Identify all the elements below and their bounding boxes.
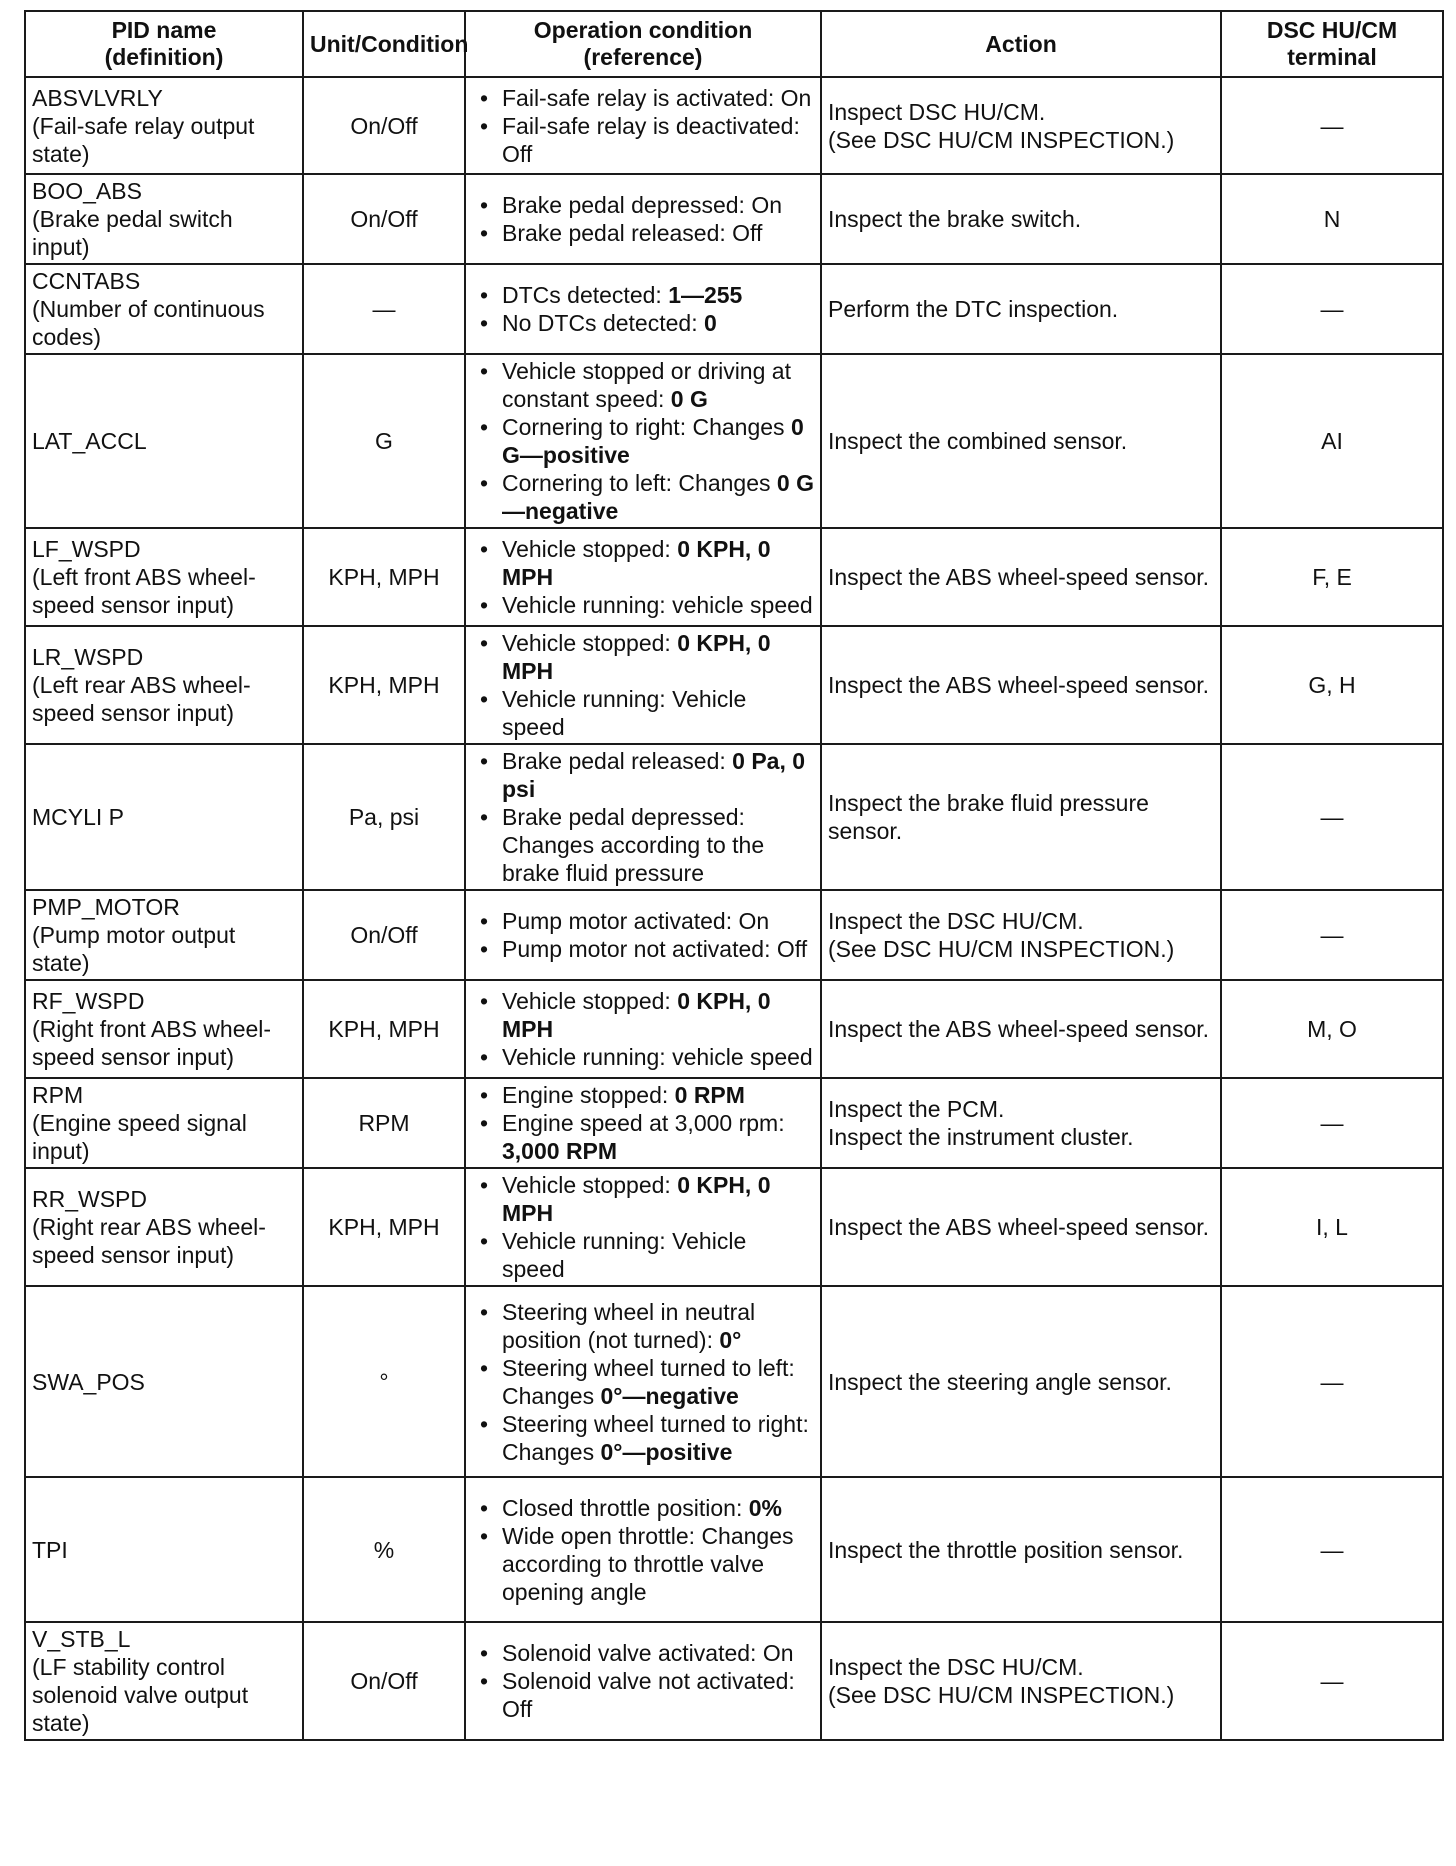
terminal-value: AI — [1321, 428, 1343, 454]
condition-list — [472, 84, 814, 168]
header-pid-name — [25, 11, 303, 77]
condition-value: 1—255 — [668, 282, 743, 308]
condition-item — [502, 747, 814, 803]
condition-item — [502, 591, 814, 619]
terminal-cell — [1221, 264, 1443, 354]
terminal-value: — — [1320, 1368, 1344, 1395]
pid-definition: (Brake pedal switch input) — [32, 206, 233, 260]
action-line: Inspect the combined sensor. — [828, 428, 1128, 454]
operation-condition-cell — [465, 528, 821, 626]
condition-item — [502, 1298, 814, 1354]
condition-value: 0 G—negative — [502, 470, 814, 524]
condition-item — [502, 309, 814, 337]
condition-list — [472, 357, 814, 525]
condition-list — [472, 1298, 814, 1466]
condition-list — [472, 1494, 814, 1606]
condition-text: Vehicle stopped: — [502, 630, 678, 656]
pid-name-cell — [25, 528, 303, 626]
condition-text: Solenoid valve activated: On — [502, 1640, 794, 1666]
condition-item — [502, 112, 814, 168]
unit-value: KPH, MPH — [328, 1016, 440, 1042]
condition-item — [502, 1109, 814, 1165]
condition-item — [502, 1171, 814, 1227]
pid-definition: (LF stability control solenoid valve output state) — [32, 1654, 249, 1736]
table-row — [25, 1477, 1443, 1622]
table-body — [25, 77, 1443, 1740]
action-line: Inspect the DSC HU/CM. — [828, 1654, 1084, 1680]
condition-item — [502, 219, 814, 247]
header-unit-condition — [303, 11, 469, 77]
pid-definition: (Left front ABS wheel-speed sensor input) — [32, 564, 256, 618]
unit-cell — [303, 890, 465, 980]
unit-value: KPH, MPH — [328, 1214, 440, 1240]
condition-item — [502, 413, 814, 469]
action-cell — [821, 354, 1221, 528]
condition-list — [472, 907, 814, 963]
table-row — [25, 77, 1443, 174]
terminal-value: — — [1320, 1536, 1344, 1563]
unit-value: On/Off — [350, 922, 418, 948]
action-line: Inspect the brake switch. — [828, 206, 1082, 232]
pid-code: ABSVLVRLY — [32, 84, 163, 111]
header-unit-text: Unit/Condition — [310, 30, 469, 57]
table-row — [25, 354, 1443, 528]
action-cell — [821, 890, 1221, 980]
action-cell — [821, 1622, 1221, 1740]
action-line: Inspect the ABS wheel-speed sensor. — [828, 564, 1210, 590]
table-row — [25, 1286, 1443, 1477]
condition-text: Fail-safe relay is deactivated: Off — [502, 112, 800, 167]
condition-value: 0 KPH, 0 MPH — [502, 1172, 771, 1226]
condition-item — [502, 629, 814, 685]
condition-text: DTCs detected: — [502, 282, 669, 308]
unit-cell — [303, 354, 465, 528]
operation-condition-cell — [465, 77, 821, 174]
condition-item — [502, 84, 814, 112]
condition-text: Brake pedal depressed: Changes according to the brake fluid pressure — [502, 804, 765, 886]
action-line: Inspect the steering angle sensor. — [828, 1368, 1172, 1395]
condition-value: 0°—positive — [600, 1438, 733, 1465]
table-row — [25, 980, 1443, 1078]
condition-text: Vehicle stopped or driving at constant speed: — [502, 358, 791, 412]
condition-text: Vehicle stopped: — [502, 536, 678, 562]
pid-name-cell — [25, 264, 303, 354]
unit-cell — [303, 77, 465, 174]
terminal-cell — [1221, 174, 1443, 264]
operation-condition-cell — [465, 1168, 821, 1286]
pid-code: LAT_ACCL — [32, 428, 147, 454]
table-row — [25, 174, 1443, 264]
action-cell — [821, 626, 1221, 744]
terminal-value: — — [1320, 804, 1344, 830]
condition-text: Engine speed at 3,000 rpm: — [502, 1110, 785, 1136]
condition-list — [472, 987, 814, 1071]
condition-list — [472, 1639, 814, 1723]
action-cell — [821, 1286, 1221, 1477]
pid-name-cell — [25, 890, 303, 980]
pid-definition: (Engine speed signal input) — [32, 1110, 247, 1164]
condition-item — [502, 281, 814, 309]
unit-value: KPH, MPH — [328, 564, 440, 590]
condition-item — [502, 1227, 814, 1283]
condition-value: 0 KPH, 0 MPH — [502, 988, 771, 1042]
pid-table — [24, 10, 1444, 1741]
pid-definition: (Fail-safe relay output state) — [32, 112, 255, 167]
condition-text: Vehicle running: Vehicle speed — [502, 686, 747, 740]
operation-condition-cell — [465, 354, 821, 528]
condition-text: Brake pedal released: — [502, 748, 733, 774]
condition-item — [502, 1494, 814, 1522]
condition-item — [502, 1639, 814, 1667]
condition-item — [502, 357, 814, 413]
unit-cell — [303, 528, 465, 626]
condition-text: Cornering to right: Changes — [502, 414, 791, 440]
condition-item — [502, 1667, 814, 1723]
unit-cell — [303, 1477, 465, 1622]
condition-text: Vehicle stopped: — [502, 1172, 678, 1198]
condition-item — [502, 685, 814, 741]
condition-text: Vehicle running: Vehicle speed — [502, 1228, 747, 1282]
header-terminal — [1221, 11, 1443, 77]
condition-value: 0 G—positive — [502, 414, 804, 468]
pid-name-cell — [25, 1078, 303, 1168]
unit-cell — [303, 1078, 465, 1168]
condition-item — [502, 191, 814, 219]
action-line: (See DSC HU/CM INSPECTION.) — [828, 126, 1175, 153]
terminal-cell — [1221, 77, 1443, 174]
condition-item — [502, 1522, 814, 1606]
condition-text: Cornering to left: Changes — [502, 470, 777, 496]
terminal-cell — [1221, 1477, 1443, 1622]
unit-value: RPM — [358, 1110, 410, 1136]
unit-cell — [303, 174, 465, 264]
condition-text: Steering wheel in neutral position (not turned): — [502, 1298, 756, 1353]
condition-item — [502, 535, 814, 591]
action-cell — [821, 264, 1221, 354]
terminal-cell — [1221, 354, 1443, 528]
terminal-cell — [1221, 528, 1443, 626]
condition-list — [472, 1171, 814, 1283]
pid-name-cell — [25, 1477, 303, 1622]
unit-cell — [303, 980, 465, 1078]
header-row — [25, 11, 1443, 77]
action-line: Inspect the DSC HU/CM. — [828, 908, 1084, 934]
action-line: Inspect the ABS wheel-speed sensor. — [828, 1016, 1210, 1042]
table-row — [25, 626, 1443, 744]
condition-list — [472, 1081, 814, 1165]
condition-text: Vehicle running: vehicle speed — [502, 1044, 813, 1070]
pid-code: MCYLI P — [32, 804, 125, 830]
unit-value: On/Off — [350, 112, 418, 139]
action-cell — [821, 77, 1221, 174]
pid-name-cell — [25, 744, 303, 890]
unit-value: ° — [379, 1368, 389, 1395]
condition-list — [472, 629, 814, 741]
action-line: Inspect the brake fluid pressure sensor. — [828, 790, 1149, 844]
condition-list — [472, 191, 814, 247]
pid-name-cell — [25, 77, 303, 174]
unit-value: Pa, psi — [348, 804, 420, 830]
pid-code: SWA_POS — [32, 1368, 145, 1395]
terminal-value: — — [1320, 922, 1344, 948]
unit-value: On/Off — [350, 1668, 418, 1694]
action-line: (See DSC HU/CM INSPECTION.) — [828, 936, 1175, 962]
action-line: (See DSC HU/CM INSPECTION.) — [828, 1682, 1175, 1708]
operation-condition-cell — [465, 1078, 821, 1168]
action-cell — [821, 174, 1221, 264]
terminal-value: G, H — [1308, 672, 1356, 698]
unit-cell — [303, 1622, 465, 1740]
terminal-cell — [1221, 1622, 1443, 1740]
action-line: Perform the DTC inspection. — [828, 296, 1119, 322]
condition-item — [502, 1043, 814, 1071]
condition-item — [502, 907, 814, 935]
unit-value: On/Off — [350, 206, 418, 232]
operation-condition-cell — [465, 1622, 821, 1740]
condition-item — [502, 1410, 814, 1466]
pid-name-cell — [25, 1622, 303, 1740]
unit-value: G — [375, 428, 393, 454]
operation-condition-cell — [465, 264, 821, 354]
table-row — [25, 744, 1443, 890]
pid-name-cell — [25, 174, 303, 264]
terminal-value: — — [1320, 296, 1344, 322]
action-line: Inspect the instrument cluster. — [828, 1124, 1134, 1150]
terminal-cell — [1221, 980, 1443, 1078]
condition-value: 0 — [703, 310, 717, 336]
terminal-cell — [1221, 626, 1443, 744]
pid-code: RF_WSPD — [32, 988, 145, 1014]
operation-condition-cell — [465, 174, 821, 264]
operation-condition-cell — [465, 980, 821, 1078]
pid-code: BOO_ABS — [32, 178, 142, 204]
action-cell — [821, 1477, 1221, 1622]
operation-condition-cell — [465, 626, 821, 744]
pid-name-cell — [25, 1286, 303, 1477]
header-operation-text: Operation condition (reference) — [533, 17, 753, 70]
action-line: Inspect the ABS wheel-speed sensor. — [828, 1214, 1210, 1240]
operation-condition-cell — [465, 1286, 821, 1477]
condition-text: Engine stopped: — [502, 1082, 675, 1108]
pid-code: LF_WSPD — [32, 536, 141, 562]
condition-item — [502, 987, 814, 1043]
table-row — [25, 528, 1443, 626]
action-cell — [821, 980, 1221, 1078]
pid-name-cell — [25, 1168, 303, 1286]
pid-definition: (Left rear ABS wheel-speed sensor input) — [32, 672, 251, 726]
pid-code: PMP_MOTOR — [32, 894, 180, 920]
table-row — [25, 264, 1443, 354]
condition-text: Steering wheel turned to left: Changes — [502, 1354, 795, 1409]
condition-list — [472, 535, 814, 619]
terminal-value: M, O — [1307, 1016, 1357, 1042]
operation-condition-cell — [465, 744, 821, 890]
pid-code: CCNTABS — [32, 268, 141, 294]
operation-condition-cell — [465, 1477, 821, 1622]
condition-text: Fail-safe relay is activated: On — [502, 84, 812, 111]
condition-item — [502, 1354, 814, 1410]
header-operation-condition — [465, 11, 821, 77]
unit-cell — [303, 744, 465, 890]
condition-item — [502, 1081, 814, 1109]
action-cell — [821, 744, 1221, 890]
operation-condition-cell — [465, 890, 821, 980]
table-row — [25, 890, 1443, 980]
condition-text: Pump motor activated: On — [502, 908, 770, 934]
pid-code: RR_WSPD — [32, 1186, 148, 1212]
header-terminal-text: DSC HU/CM terminal — [1266, 17, 1398, 70]
terminal-value: N — [1323, 206, 1341, 232]
condition-text: No DTCs detected: — [502, 310, 704, 336]
table-row — [25, 1078, 1443, 1168]
action-line: Inspect the ABS wheel-speed sensor. — [828, 672, 1210, 698]
terminal-cell — [1221, 744, 1443, 890]
condition-item — [502, 803, 814, 887]
action-line: Inspect the PCM. — [828, 1096, 1005, 1122]
pid-code: RPM — [32, 1082, 84, 1108]
condition-value: 0° — [719, 1326, 742, 1353]
header-action-text: Action — [985, 30, 1057, 57]
terminal-value: — — [1320, 112, 1344, 139]
pid-name-cell — [25, 626, 303, 744]
terminal-cell — [1221, 1286, 1443, 1477]
pid-name-cell — [25, 980, 303, 1078]
pid-name-cell — [25, 354, 303, 528]
table-header — [25, 11, 1443, 77]
condition-value: 0 Pa, 0 psi — [502, 748, 806, 802]
pid-code: TPI — [32, 1536, 68, 1563]
unit-value: % — [373, 1536, 395, 1563]
unit-value: — — [372, 296, 396, 322]
pid-definition: (Right rear ABS wheel-speed sensor input) — [32, 1214, 266, 1268]
terminal-cell — [1221, 890, 1443, 980]
unit-cell — [303, 626, 465, 744]
terminal-value: — — [1320, 1668, 1344, 1694]
pid-definition: (Number of continuous codes) — [32, 296, 265, 350]
unit-cell — [303, 264, 465, 354]
condition-text: Vehicle running: vehicle speed — [502, 592, 813, 618]
condition-value: 0% — [748, 1494, 782, 1521]
condition-text: Wide open throttle: Changes according to throttle valve opening angle — [502, 1522, 794, 1605]
condition-text: Steering wheel turned to right: Changes — [502, 1410, 809, 1465]
action-cell — [821, 1078, 1221, 1168]
pid-definition: (Pump motor output state) — [32, 922, 236, 976]
condition-list — [472, 747, 814, 887]
action-line: Inspect the throttle position sensor. — [828, 1536, 1184, 1563]
pid-code: LR_WSPD — [32, 644, 144, 670]
condition-text: Brake pedal released: Off — [502, 220, 763, 246]
action-line: Inspect DSC HU/CM. — [828, 98, 1046, 125]
condition-item — [502, 935, 814, 963]
condition-list — [472, 281, 814, 337]
condition-value: 0 G — [670, 386, 708, 412]
condition-text: Pump motor not activated: Off — [502, 936, 808, 962]
pid-code: V_STB_L — [32, 1626, 131, 1652]
terminal-value: F, E — [1312, 564, 1352, 590]
condition-text: Solenoid valve not activated: Off — [502, 1668, 795, 1722]
terminal-value: — — [1320, 1110, 1344, 1136]
pid-definition: (Right front ABS wheel-speed sensor input) — [32, 1016, 272, 1070]
table-row — [25, 1622, 1443, 1740]
terminal-cell — [1221, 1168, 1443, 1286]
condition-text: Closed throttle position: — [502, 1494, 749, 1521]
header-pid-text: PID name (definition) — [104, 17, 224, 70]
terminal-value: I, L — [1316, 1214, 1348, 1240]
table-row — [25, 1168, 1443, 1286]
condition-value: 3,000 RPM — [502, 1138, 618, 1164]
header-action — [821, 11, 1221, 77]
action-cell — [821, 1168, 1221, 1286]
condition-value: 0°—negative — [600, 1382, 739, 1409]
condition-text: Vehicle stopped: — [502, 988, 678, 1014]
condition-value: 0 KPH, 0 MPH — [502, 630, 771, 684]
unit-cell — [303, 1286, 465, 1477]
condition-text: Brake pedal depressed: On — [502, 192, 783, 218]
unit-cell — [303, 1168, 465, 1286]
terminal-cell — [1221, 1078, 1443, 1168]
unit-value: KPH, MPH — [328, 672, 440, 698]
condition-item — [502, 469, 814, 525]
action-cell — [821, 528, 1221, 626]
condition-value: 0 RPM — [674, 1082, 745, 1108]
condition-value: 0 KPH, 0 MPH — [502, 536, 771, 590]
